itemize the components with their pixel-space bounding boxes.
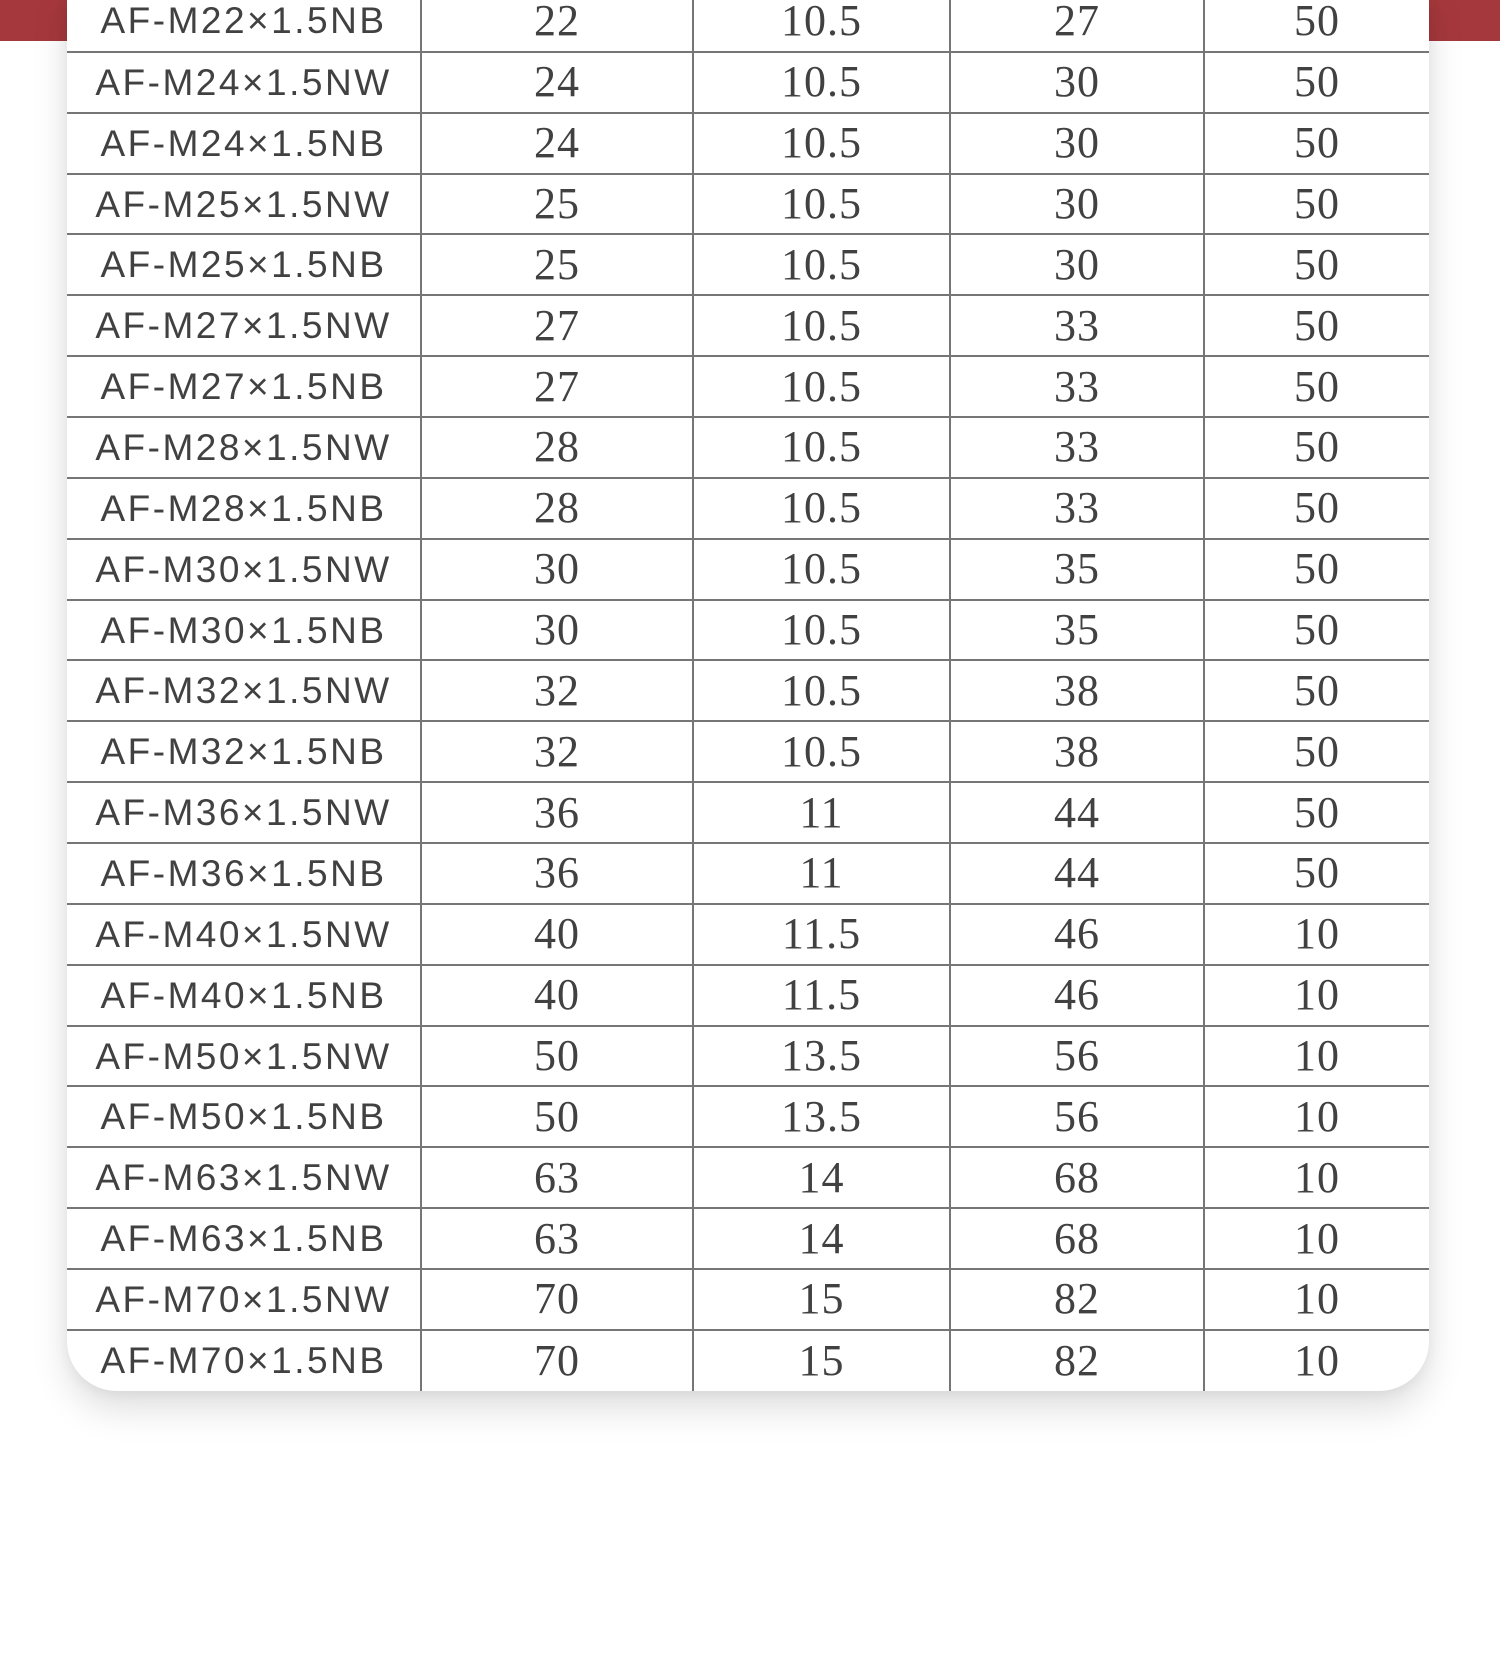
model-cell: AF-M36×1.5NW <box>67 782 421 843</box>
table-row <box>67 356 1429 417</box>
value-cell: 10 <box>1294 1335 1340 1385</box>
value-cell: 35 <box>950 539 1204 600</box>
table-row <box>67 965 1429 1026</box>
value-cell: 27 <box>421 356 693 417</box>
value-cell: 63 <box>421 1147 693 1208</box>
table-row <box>67 721 1429 782</box>
model-cell: AF-M40×1.5NW <box>67 904 421 965</box>
table-row <box>67 417 1429 478</box>
value-cell: 50 <box>1204 843 1429 904</box>
table-row <box>67 843 1429 904</box>
table-row <box>67 1269 1429 1330</box>
value-cell: 36 <box>421 782 693 843</box>
value-cell: 25 <box>421 174 693 235</box>
value-cell: 13.5 <box>693 1086 950 1147</box>
model-cell: AF-M36×1.5NB <box>67 843 421 904</box>
value-cell: 46 <box>950 965 1204 1026</box>
value-cell: 56 <box>950 1026 1204 1087</box>
value-cell: 50 <box>1204 0 1429 52</box>
value-cell: 40 <box>421 965 693 1026</box>
table-row <box>67 0 1429 52</box>
model-cell: AF-M24×1.5NB <box>67 113 421 174</box>
table-row <box>67 782 1429 843</box>
value-cell: 10.5 <box>693 660 950 721</box>
value-cell: 38 <box>950 721 1204 782</box>
value-cell: 50 <box>1204 600 1429 661</box>
value-cell: 50 <box>1204 52 1429 113</box>
table-row <box>67 1208 1429 1269</box>
model-cell: AF-M70×1.5NW <box>67 1269 421 1330</box>
value-cell: 10 <box>1204 1026 1429 1087</box>
table-row <box>67 1147 1429 1208</box>
value-cell: 11.5 <box>693 904 950 965</box>
model-cell: AF-M40×1.5NB <box>67 965 421 1026</box>
value-cell: 30 <box>950 174 1204 235</box>
value-cell: 27 <box>421 295 693 356</box>
model-cell: AF-M25×1.5NB <box>67 234 421 295</box>
value-cell: 10.5 <box>693 539 950 600</box>
model-cell: AF-M24×1.5NW <box>67 52 421 113</box>
value-cell: 32 <box>421 721 693 782</box>
table-row <box>67 52 1429 113</box>
value-cell: 10 <box>1204 1086 1429 1147</box>
value-cell: 50 <box>1204 782 1429 843</box>
value-cell: 68 <box>950 1208 1204 1269</box>
value-cell: 33 <box>950 478 1204 539</box>
table-row <box>67 660 1429 721</box>
value-cell: 38 <box>950 660 1204 721</box>
value-cell: 10.5 <box>693 721 950 782</box>
value-cell: 35 <box>950 600 1204 661</box>
value-cell: 10.5 <box>693 234 950 295</box>
value-cell: 46 <box>950 904 1204 965</box>
value-cell: 10.5 <box>693 0 950 52</box>
value-cell: 10.5 <box>693 174 950 235</box>
value-cell: 50 <box>1204 539 1429 600</box>
value-cell: 15 <box>693 1269 950 1330</box>
table-row <box>67 234 1429 295</box>
value-cell: 14 <box>693 1147 950 1208</box>
value-cell: 50 <box>421 1086 693 1147</box>
value-cell: 27 <box>950 0 1204 52</box>
value-cell: 24 <box>421 52 693 113</box>
value-cell: 33 <box>950 295 1204 356</box>
value-cell: 30 <box>950 234 1204 295</box>
value-cell: 40 <box>421 904 693 965</box>
value-cell: 50 <box>1204 417 1429 478</box>
model-cell: AF-M27×1.5NB <box>67 356 421 417</box>
value-cell: 10.5 <box>693 417 950 478</box>
value-cell: 50 <box>1204 295 1429 356</box>
value-cell: 36 <box>421 843 693 904</box>
value-cell: 50 <box>1204 113 1429 174</box>
table-row <box>67 1086 1429 1147</box>
model-cell: AF-M63×1.5NW <box>67 1147 421 1208</box>
model-cell: AF-M30×1.5NB <box>67 600 421 661</box>
table-row <box>67 478 1429 539</box>
value-cell: 22 <box>421 0 693 52</box>
value-cell: 56 <box>950 1086 1204 1147</box>
value-cell: 32 <box>421 660 693 721</box>
table-row <box>67 904 1429 965</box>
value-cell: 10.5 <box>693 478 950 539</box>
value-cell: 11 <box>693 782 950 843</box>
value-cell: 50 <box>421 1026 693 1087</box>
value-cell: 24 <box>421 113 693 174</box>
value-cell: 10.5 <box>693 113 950 174</box>
table-row <box>67 600 1429 661</box>
value-cell: 50 <box>1204 660 1429 721</box>
model-cell: AF-M50×1.5NB <box>67 1086 421 1147</box>
value-cell: 10.5 <box>693 600 950 661</box>
value-cell: 10 <box>1204 1208 1429 1269</box>
value-cell: 28 <box>421 417 693 478</box>
model-cell: AF-M27×1.5NW <box>67 295 421 356</box>
model-cell: AF-M50×1.5NW <box>67 1026 421 1087</box>
table-row <box>67 174 1429 235</box>
value-cell: 10 <box>1204 965 1429 1026</box>
value-cell: 10.5 <box>693 52 950 113</box>
value-cell: 30 <box>950 52 1204 113</box>
model-cell: AF-M28×1.5NB <box>67 478 421 539</box>
table-row <box>67 1026 1429 1087</box>
value-cell: 44 <box>950 782 1204 843</box>
value-cell: 70 <box>421 1269 693 1330</box>
value-cell: 33 <box>950 356 1204 417</box>
value-cell: 30 <box>950 113 1204 174</box>
table-row <box>67 539 1429 600</box>
value-cell: 10.5 <box>693 356 950 417</box>
value-cell: 11.5 <box>693 965 950 1026</box>
model-cell: AF-M32×1.5NB <box>67 721 421 782</box>
spec-table-card <box>67 0 1429 1391</box>
model-cell: AF-M28×1.5NW <box>67 417 421 478</box>
value-cell: 10 <box>1204 904 1429 965</box>
value-cell: 50 <box>1204 721 1429 782</box>
value-cell: 44 <box>950 843 1204 904</box>
value-cell: 82 <box>950 1269 1204 1330</box>
model-cell: AF-M22×1.5NB <box>67 0 421 52</box>
model-cell: AF-M30×1.5NW <box>67 539 421 600</box>
table-row <box>67 295 1429 356</box>
value-cell: 10.5 <box>693 295 950 356</box>
value-cell: 30 <box>421 539 693 600</box>
table-row <box>67 1330 1429 1391</box>
value-cell: 70 <box>421 1330 693 1391</box>
model-cell: AF-M70×1.5NB <box>67 1330 421 1391</box>
value-cell: 50 <box>1204 174 1429 235</box>
value-cell: 10 <box>1204 1147 1429 1208</box>
value-cell: 28 <box>421 478 693 539</box>
value-cell: 11 <box>693 843 950 904</box>
model-cell: AF-M32×1.5NW <box>67 660 421 721</box>
value-cell: 50 <box>1204 356 1429 417</box>
value-cell: 63 <box>421 1208 693 1269</box>
value-cell: 15 <box>693 1330 950 1391</box>
value-cell: 50 <box>1204 478 1429 539</box>
value-cell: 82 <box>950 1330 1204 1391</box>
model-cell: AF-M63×1.5NB <box>67 1208 421 1269</box>
table-row <box>67 113 1429 174</box>
value-cell: 25 <box>421 234 693 295</box>
value-cell: 30 <box>421 600 693 661</box>
value-cell: 13.5 <box>693 1026 950 1087</box>
spec-table <box>67 0 1429 1391</box>
value-cell: 14 <box>693 1208 950 1269</box>
value-cell: 68 <box>950 1147 1204 1208</box>
value-cell: 50 <box>1204 234 1429 295</box>
value-cell: 10 <box>1204 1269 1429 1330</box>
model-cell: AF-M25×1.5NW <box>67 174 421 235</box>
value-cell: 33 <box>950 417 1204 478</box>
